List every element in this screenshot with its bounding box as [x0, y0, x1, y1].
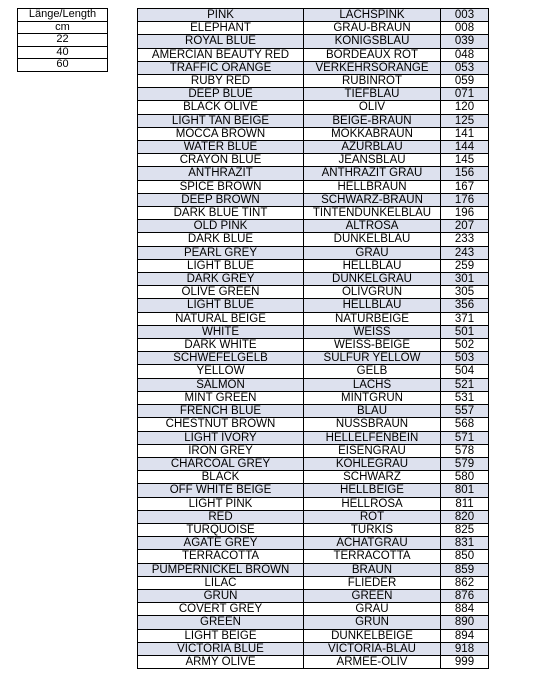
color-name-en: TERRACOTTA [138, 550, 304, 563]
color-name-en: SALMON [138, 378, 304, 391]
color-code: 144 [441, 141, 489, 154]
color-code: 008 [441, 22, 489, 35]
color-name-de: VERKEHRSORANGE [304, 61, 441, 74]
color-code: 301 [441, 273, 489, 286]
color-name-de: KÖNIGSBLAU [304, 35, 441, 48]
color-code: 371 [441, 312, 489, 325]
color-name-de: SULFUR YELLOW [304, 352, 441, 365]
color-code: 196 [441, 207, 489, 220]
table-row [138, 35, 489, 48]
color-code: 999 [441, 655, 489, 668]
color-code: 820 [441, 510, 489, 523]
color-code: 859 [441, 563, 489, 576]
color-code: 305 [441, 286, 489, 299]
color-name-en: FRENCH BLUE [138, 405, 304, 418]
color-name-en: PINK [138, 9, 304, 22]
color-name-en: GREEN [138, 616, 304, 629]
table-row [138, 365, 489, 378]
color-code: 356 [441, 299, 489, 312]
table-row [138, 457, 489, 470]
color-code: 039 [441, 35, 489, 48]
color-name-de: TÜRKIS [304, 523, 441, 536]
table-row [138, 48, 489, 61]
color-name-de: TIEFBLAU [304, 88, 441, 101]
color-code: 801 [441, 484, 489, 497]
color-name-de: NATURBEIGE [304, 312, 441, 325]
table-row [138, 207, 489, 220]
color-name-de: VICTORIA-BLAU [304, 642, 441, 655]
length-unit-row [18, 21, 108, 34]
color-name-en: AGATE GREY [138, 537, 304, 550]
color-name-en: LILAC [138, 576, 304, 589]
color-name-en: ANTHRAZIT [138, 167, 304, 180]
table-row [138, 259, 489, 272]
color-name-en: DARK BLUE [138, 233, 304, 246]
color-rows [138, 9, 489, 669]
table-row [138, 9, 489, 22]
color-code: 125 [441, 114, 489, 127]
color-code: 571 [441, 431, 489, 444]
color-name-de: HELLBLAU [304, 259, 441, 272]
color-name-en: LIGHT BLUE [138, 259, 304, 272]
length-value-row [18, 46, 108, 59]
table-row [138, 312, 489, 325]
table-row [138, 642, 489, 655]
color-code: 862 [441, 576, 489, 589]
color-name-en: CHESTNUT BROWN [138, 418, 304, 431]
color-code: 890 [441, 616, 489, 629]
color-name-de: LACHSPINK [304, 9, 441, 22]
table-row [138, 550, 489, 563]
length-unit: cm [18, 21, 108, 34]
table-row [138, 61, 489, 74]
color-name-en: CHARCOAL GREY [138, 457, 304, 470]
color-name-de: SCHWARZ-BRAUN [304, 193, 441, 206]
color-name-de: ACHATGRAU [304, 537, 441, 550]
color-name-en: ROYAL BLUE [138, 35, 304, 48]
table-row [138, 484, 489, 497]
color-name-en: WATER BLUE [138, 141, 304, 154]
color-code: 502 [441, 339, 489, 352]
color-name-en: ELEPHANT [138, 22, 304, 35]
table-row [138, 431, 489, 444]
color-name-en: CRAYON BLUE [138, 154, 304, 167]
color-name-de: DUNKELGRAU [304, 273, 441, 286]
color-code: 048 [441, 48, 489, 61]
color-name-de: TERRACOTTA [304, 550, 441, 563]
color-name-de: HELLBLAU [304, 299, 441, 312]
color-code: 557 [441, 405, 489, 418]
color-name-de: ARMEE-OLIV [304, 655, 441, 668]
color-name-de: KOHLEGRAU [304, 457, 441, 470]
color-code: 233 [441, 233, 489, 246]
color-name-en: ARMY OLIVE [138, 655, 304, 668]
color-code: 850 [441, 550, 489, 563]
color-name-en: RED [138, 510, 304, 523]
color-name-de: HELLBEIGE [304, 484, 441, 497]
length-value: 22 [18, 34, 108, 47]
color-name-de: BRAUN [304, 563, 441, 576]
color-name-en: DEEP BROWN [138, 193, 304, 206]
color-name-en: LIGHT BEIGE [138, 629, 304, 642]
color-code: 884 [441, 603, 489, 616]
table-row [138, 127, 489, 140]
color-name-de: BORDEAUX ROT [304, 48, 441, 61]
color-name-de: WEISS-BEIGE [304, 339, 441, 352]
color-name-de: JEANSBLAU [304, 154, 441, 167]
table-row [138, 603, 489, 616]
color-code: 145 [441, 154, 489, 167]
table-row [138, 75, 489, 88]
color-name-en: DARK GREY [138, 273, 304, 286]
color-code: 894 [441, 629, 489, 642]
table-row [138, 22, 489, 35]
color-code: 167 [441, 180, 489, 193]
color-name-de: TINTENDUNKELBLAU [304, 207, 441, 220]
color-code: 504 [441, 365, 489, 378]
table-row [138, 167, 489, 180]
color-name-de: OLIV [304, 101, 441, 114]
color-name-de: AZURBLAU [304, 141, 441, 154]
table-row [138, 391, 489, 404]
color-name-de: GRAU-BRAUN [304, 22, 441, 35]
color-name-en: PUMPERNICKEL BROWN [138, 563, 304, 576]
color-name-de: BEIGE-BRAUN [304, 114, 441, 127]
table-row [138, 405, 489, 418]
color-name-en: SCHWEFELGELB [138, 352, 304, 365]
table-row [138, 418, 489, 431]
color-code: 003 [441, 9, 489, 22]
length-header: Länge/Length [18, 9, 108, 22]
color-code: 120 [441, 101, 489, 114]
color-name-en: DARK WHITE [138, 339, 304, 352]
table-row [138, 523, 489, 536]
color-name-de: HELLELFENBEIN [304, 431, 441, 444]
color-name-de: ALTROSA [304, 220, 441, 233]
color-name-en: GRÜN [138, 589, 304, 602]
table-row [138, 246, 489, 259]
color-code: 243 [441, 246, 489, 259]
color-code: 831 [441, 537, 489, 550]
length-value-row [18, 59, 108, 72]
color-name-en: RUBY RED [138, 75, 304, 88]
table-row [138, 563, 489, 576]
color-code: 071 [441, 88, 489, 101]
color-code: 876 [441, 589, 489, 602]
table-row [138, 339, 489, 352]
table-row [138, 589, 489, 602]
table-row [138, 497, 489, 510]
table-row [138, 233, 489, 246]
color-name-en: OLD PINK [138, 220, 304, 233]
table-row [138, 299, 489, 312]
color-name-en: LIGHT PINK [138, 497, 304, 510]
color-name-en: VICTORIA BLUE [138, 642, 304, 655]
color-name-de: ROT [304, 510, 441, 523]
color-name-de: GREEN [304, 589, 441, 602]
color-name-de: OLIVGRÜN [304, 286, 441, 299]
table-row [138, 154, 489, 167]
color-name-en: WHITE [138, 325, 304, 338]
table-row [138, 471, 489, 484]
color-code: 053 [441, 61, 489, 74]
color-name-de: RUBINROT [304, 75, 441, 88]
color-name-de: WEISS [304, 325, 441, 338]
table-row [138, 576, 489, 589]
color-name-en: OLIVE GREEN [138, 286, 304, 299]
color-name-de: LACHS [304, 378, 441, 391]
color-table [137, 8, 489, 669]
color-code: 578 [441, 444, 489, 457]
color-name-en: BLACK [138, 471, 304, 484]
color-name-de: BLAU [304, 405, 441, 418]
color-code: 141 [441, 127, 489, 140]
color-code: 521 [441, 378, 489, 391]
table-row [138, 286, 489, 299]
color-name-de: GELB [304, 365, 441, 378]
color-name-de: GRAU [304, 246, 441, 259]
color-code: 531 [441, 391, 489, 404]
color-name-en: MOCCA BROWN [138, 127, 304, 140]
color-name-de: DUNKELBEIGE [304, 629, 441, 642]
table-row [138, 114, 489, 127]
color-name-de: MOKKABRAUN [304, 127, 441, 140]
color-name-en: AMERCIAN BEAUTY RED [138, 48, 304, 61]
length-table [17, 8, 108, 72]
color-name-de: ANTHRAZIT GRAU [304, 167, 441, 180]
table-row [138, 378, 489, 391]
color-name-en: SPICE BROWN [138, 180, 304, 193]
color-code: 580 [441, 471, 489, 484]
table-row [138, 616, 489, 629]
color-name-en: TURQUOISE [138, 523, 304, 536]
color-code: 156 [441, 167, 489, 180]
color-code: 568 [441, 418, 489, 431]
table-row [138, 325, 489, 338]
color-name-de: DUNKELBLAU [304, 233, 441, 246]
length-header-row [18, 9, 108, 22]
table-row [138, 180, 489, 193]
color-name-en: NATURAL BEIGE [138, 312, 304, 325]
color-name-en: DEEP BLUE [138, 88, 304, 101]
color-name-en: PEARL GREY [138, 246, 304, 259]
color-name-en: LIGHT IVORY [138, 431, 304, 444]
table-row [138, 537, 489, 550]
length-value-row [18, 34, 108, 47]
color-code: 501 [441, 325, 489, 338]
table-row [138, 510, 489, 523]
color-name-en: LIGHT TAN BEIGE [138, 114, 304, 127]
color-name-en: DARK BLUE TINT [138, 207, 304, 220]
color-name-en: IRON GREY [138, 444, 304, 457]
table-row [138, 273, 489, 286]
table-row [138, 352, 489, 365]
color-name-en: LIGHT BLUE [138, 299, 304, 312]
color-name-de: HELLBRAUN [304, 180, 441, 193]
color-code: 579 [441, 457, 489, 470]
color-name-en: COVERT GREY [138, 603, 304, 616]
color-name-de: HELLROSA [304, 497, 441, 510]
color-code: 259 [441, 259, 489, 272]
table-row [138, 629, 489, 642]
color-code: 918 [441, 642, 489, 655]
color-name-de: MINTGRÜN [304, 391, 441, 404]
color-name-de: GRAU [304, 603, 441, 616]
color-name-en: MINT GREEN [138, 391, 304, 404]
length-value: 60 [18, 59, 108, 72]
color-name-de: SCHWARZ [304, 471, 441, 484]
table-row [138, 141, 489, 154]
table-row [138, 101, 489, 114]
color-code: 059 [441, 75, 489, 88]
color-code: 825 [441, 523, 489, 536]
color-code: 176 [441, 193, 489, 206]
table-row [138, 88, 489, 101]
table-row [138, 193, 489, 206]
length-value: 40 [18, 46, 108, 59]
table-row [138, 655, 489, 668]
table-row [138, 444, 489, 457]
color-name-de: FLIEDER [304, 576, 441, 589]
color-name-de: NUSSBRAUN [304, 418, 441, 431]
table-row [138, 220, 489, 233]
color-code: 207 [441, 220, 489, 233]
color-name-de: GRÜN [304, 616, 441, 629]
color-name-en: BLACK OLIVE [138, 101, 304, 114]
color-name-en: YELLOW [138, 365, 304, 378]
color-code: 503 [441, 352, 489, 365]
color-name-en: TRAFFIC ORANGE [138, 61, 304, 74]
color-name-de: EISENGRAU [304, 444, 441, 457]
color-code: 811 [441, 497, 489, 510]
color-name-en: OFF WHITE BEIGE [138, 484, 304, 497]
